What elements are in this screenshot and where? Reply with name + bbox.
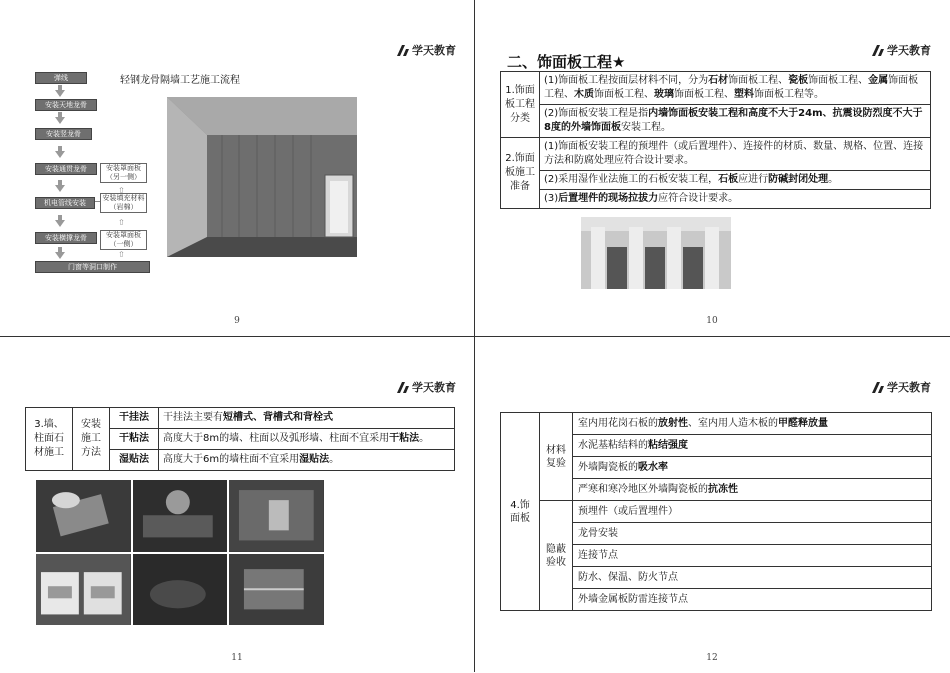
method-desc <box>159 429 455 450</box>
brand-name: 学天教育 <box>412 381 456 394</box>
flow-step: 安装天地龙骨 <box>35 99 97 111</box>
table-cell <box>540 171 931 190</box>
body-text: 应符合设计要求。 <box>658 193 739 204</box>
body-text: 预埋件（或后置埋件） <box>578 506 678 517</box>
brand-name: 学天教育 <box>412 44 456 57</box>
flow-connector <box>95 201 100 202</box>
table-cell <box>573 501 932 523</box>
stone-facade-photo <box>581 217 731 289</box>
body-text: 。 <box>329 454 340 465</box>
page-number: 9 <box>234 316 240 326</box>
body-text: (2)采用湿作业法施工的石板安装工程， <box>544 174 719 185</box>
flow-step: 门窗等洞口制作 <box>35 261 150 273</box>
brand-name: 学天教育 <box>887 381 931 394</box>
section-heading: 二、饰面板工程★ <box>507 53 626 71</box>
body-text: 室内用花岗石板的 <box>578 418 658 429</box>
emphasis-text: 粘结强度 <box>648 440 688 451</box>
construction-photo <box>36 554 131 626</box>
body-text: 连接节点 <box>578 550 618 561</box>
up-arrow-icon: ⇧ <box>118 218 125 227</box>
table-cell <box>573 523 932 545</box>
flow-side-step: 安装罩面板（另一侧） <box>100 163 147 183</box>
emphasis-text: 甲醛释放量 <box>778 418 828 429</box>
row-label: 1.饰面板工程分类 <box>501 72 540 138</box>
body-text: 饰面板工程等。 <box>754 89 824 100</box>
emphasis-text: 玻璃 <box>654 89 674 100</box>
body-text: 饰面板工程、 <box>808 75 869 86</box>
group-label: 隐蔽验收 <box>540 501 573 611</box>
method-name: 干挂法 <box>110 408 159 429</box>
emphasis-text: 木质 <box>574 89 594 100</box>
emphasis-text: 石板 <box>718 174 739 185</box>
flow-step: 安装竖龙骨 <box>35 128 92 140</box>
stone-install-table <box>25 407 455 471</box>
brand-logo-icon <box>872 382 884 393</box>
brand-logo-icon <box>397 382 409 393</box>
body-text: 饰面板工程、 <box>544 75 919 100</box>
table-cell <box>540 72 931 105</box>
body-text: 饰面板工程、 <box>674 89 734 100</box>
page-number: 10 <box>706 316 718 326</box>
brand-logo-icon <box>397 45 409 56</box>
construction-photo <box>36 480 131 552</box>
body-text: 高度大于8m的墙、柱面以及弧形墙、柱面不宜采用 <box>163 433 390 444</box>
down-arrow-icon <box>55 220 65 227</box>
emphasis-text: 瓷板 <box>788 75 809 86</box>
table-cell <box>573 457 932 479</box>
body-text: 高度大于6m的墙柱面不宜采用 <box>163 454 300 465</box>
down-arrow-icon <box>55 185 65 192</box>
page-number: 11 <box>231 653 243 663</box>
down-arrow-icon <box>55 151 65 158</box>
emphasis-text: 后置埋件的现场拉拔力 <box>558 193 659 204</box>
brand-logo <box>872 42 931 58</box>
down-arrow-icon <box>55 117 65 124</box>
construction-photo <box>133 480 228 552</box>
flow-step: 安装横撑龙骨 <box>35 232 97 244</box>
flow-title: 轻钢龙骨隔墙工艺施工流程 <box>120 75 240 86</box>
emphasis-text: 短槽式、背槽式和背栓式 <box>223 412 333 423</box>
brand-logo <box>397 42 456 58</box>
body-text: (2)饰面板安装工程是指 <box>544 108 649 119</box>
body-text: 外墙陶瓷板的 <box>578 462 638 473</box>
body-text: 安装工程。 <box>620 122 671 133</box>
table-cell <box>573 413 932 435</box>
inspection-table <box>500 412 932 611</box>
body-text: 饰面板工程、 <box>728 75 789 86</box>
method-name: 湿贴法 <box>110 450 159 471</box>
brand-logo-icon <box>872 45 884 56</box>
slide-page-12 <box>475 337 949 673</box>
flow-step: 机电管线安装 <box>35 197 95 209</box>
row-label: 2.饰面板施工准备 <box>501 138 540 209</box>
method-name: 干粘法 <box>110 429 159 450</box>
body-text: (1)饰面板安装工程的预埋件（或后置埋件）、连接件的材质、数量、规格、位置、连接方法和防腐处理应符合设计要求。 <box>544 141 924 166</box>
table-cell <box>540 138 931 171</box>
table-cell <box>573 435 932 457</box>
up-arrow-icon: ⇧ <box>118 186 125 195</box>
brand-name: 学天教育 <box>887 44 931 57</box>
emphasis-text: 石材 <box>708 75 729 86</box>
brand-logo <box>397 379 456 395</box>
body-text: (1)饰面板工程按面层材料不同，分为 <box>544 75 709 86</box>
body-text: (3) <box>544 193 559 204</box>
method-desc <box>159 450 455 471</box>
body-text: 防水、保温、防火节点 <box>578 572 678 583</box>
table-cell <box>573 567 932 589</box>
body-text: 龙骨安装 <box>578 528 618 539</box>
table-cell <box>540 105 931 138</box>
slide-page-10 <box>475 0 949 336</box>
construction-photo <box>229 554 324 626</box>
method-desc <box>159 408 455 429</box>
construction-photos-grid <box>36 480 324 625</box>
brand-logo <box>872 379 931 395</box>
emphasis-text: 湿贴法 <box>299 454 330 465</box>
flow-side-step: 安装填充材料（岩棉） <box>100 193 147 213</box>
body-text: 严寒和寒冷地区外墙陶瓷板的 <box>578 484 708 495</box>
table-cell <box>540 190 931 209</box>
group-label: 材料复验 <box>540 413 573 501</box>
construction-photo <box>229 480 324 552</box>
emphasis-text: 抗冻性 <box>708 484 738 495</box>
body-text: 水泥基粘结料的 <box>578 440 648 451</box>
down-arrow-icon <box>55 90 65 97</box>
up-arrow-icon: ⇧ <box>118 250 125 259</box>
table-cell <box>573 589 932 611</box>
flow-side-step: 安装罩面板（一侧） <box>100 230 147 250</box>
body-text: 、室内用人造木板的 <box>688 418 778 429</box>
main-label: 4.饰面板 <box>501 413 540 611</box>
flow-step: 弹线 <box>35 72 87 84</box>
body-text: 外墙金属板防雷连接节点 <box>578 594 688 605</box>
emphasis-text: 吸水率 <box>638 462 668 473</box>
partition-wall-render-image <box>167 97 357 257</box>
emphasis-text: 内墙饰面板安装工程和高度不大于24m、抗震设防烈度不大于8度的外墙饰面板 <box>544 108 923 133</box>
subcategory-label: 安装施工方法 <box>73 408 110 471</box>
slide-page-11 <box>0 337 474 673</box>
table-cell <box>573 479 932 501</box>
emphasis-text: 塑料 <box>734 89 754 100</box>
flow-step: 安装通贯龙骨 <box>35 163 97 175</box>
category-label: 3.墙、柱面石材施工 <box>26 408 73 471</box>
page-number: 12 <box>706 653 718 663</box>
body-text: 。 <box>419 433 430 444</box>
emphasis-text: 放射性 <box>658 418 688 429</box>
body-text: 。 <box>828 174 839 185</box>
emphasis-text: 金属 <box>868 75 889 86</box>
body-text: 饰面板工程、 <box>594 89 654 100</box>
body-text: 应进行 <box>738 174 769 185</box>
table-cell <box>573 545 932 567</box>
construction-photo <box>133 554 228 626</box>
cladding-table <box>500 71 931 209</box>
emphasis-text: 防碱封闭处理 <box>768 174 829 185</box>
emphasis-text: 干粘法 <box>389 433 420 444</box>
slide-page-9 <box>0 0 474 336</box>
body-text: 干挂法主要有 <box>163 412 223 423</box>
down-arrow-icon <box>55 252 65 259</box>
